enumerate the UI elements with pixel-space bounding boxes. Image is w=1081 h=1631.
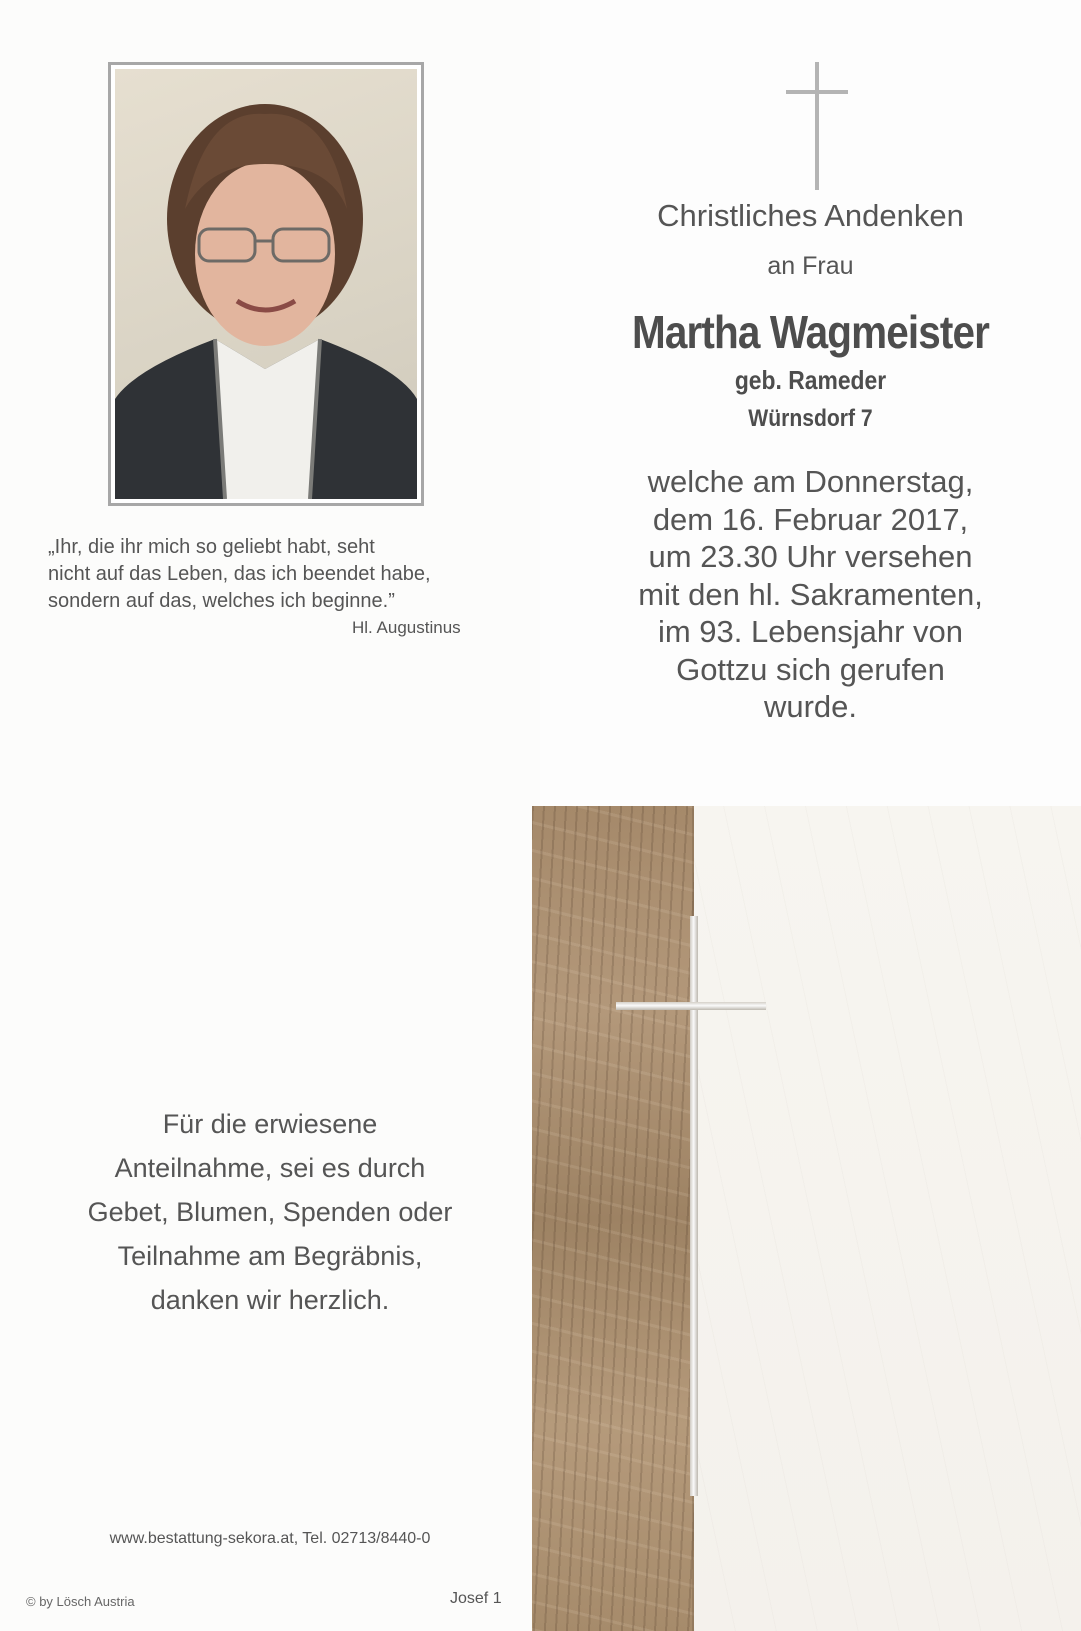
thanks-line: Teilnahme am Begräbnis,	[117, 1241, 423, 1271]
copyright-notice: © by Lösch Austria	[26, 1594, 135, 1609]
thanks-line: Gebet, Blumen, Spenden oder	[87, 1197, 453, 1227]
portrait-illustration	[115, 69, 417, 499]
portrait-photo	[115, 69, 417, 499]
photo-panel	[0, 0, 540, 806]
quote	[48, 534, 488, 615]
death-line: Gottzu sich gerufen	[676, 651, 945, 687]
death-line: dem 16. Februar 2017,	[652, 501, 969, 537]
salutation: an Frau	[767, 252, 854, 280]
birth-name: geb. Rameder	[734, 365, 887, 395]
deceased-name: Martha Wagmeister	[632, 306, 989, 358]
cross-icon	[786, 62, 850, 190]
heading: Christliches Andenken	[657, 198, 964, 233]
wood-cross-horizontal	[616, 1002, 766, 1010]
memorial-text-panel	[540, 0, 1081, 806]
residence: Würnsdorf 7	[748, 405, 873, 432]
quote-line: nicht auf das Leben, das ich beendet habe,	[48, 563, 431, 585]
death-line: im 93. Lebensjahr von	[657, 614, 964, 649]
death-line: wurde.	[763, 689, 858, 724]
death-notice	[540, 463, 1081, 726]
design-name: Josef 1	[450, 1590, 502, 1607]
funeral-home-contact: www.bestattung-sekora.at, Tel. 02713/8440-0	[109, 1530, 431, 1547]
thanks-text	[0, 1102, 540, 1322]
thanks-line: danken wir herzlich.	[150, 1285, 390, 1315]
death-line: welche am Donnerstag,	[647, 464, 974, 499]
photo-frame	[108, 62, 424, 506]
quote-line: sondern auf das, welches ich beginne.”	[48, 590, 395, 612]
quote-author: Hl. Augustinus	[352, 618, 461, 637]
wood-texture	[532, 806, 694, 1631]
thanks-line: Für die erwiesene	[162, 1109, 378, 1139]
death-line: mit den hl. Sakramenten,	[638, 576, 983, 612]
death-line: um 23.30 Uhr versehen	[648, 539, 973, 574]
wood-cross-panel	[532, 806, 1081, 1631]
paper-texture	[694, 806, 1081, 1631]
quote-line: „Ihr, die ihr mich so geliebt habt, seht	[48, 536, 375, 558]
thanks-line: Anteilnahme, sei es durch	[114, 1153, 426, 1183]
